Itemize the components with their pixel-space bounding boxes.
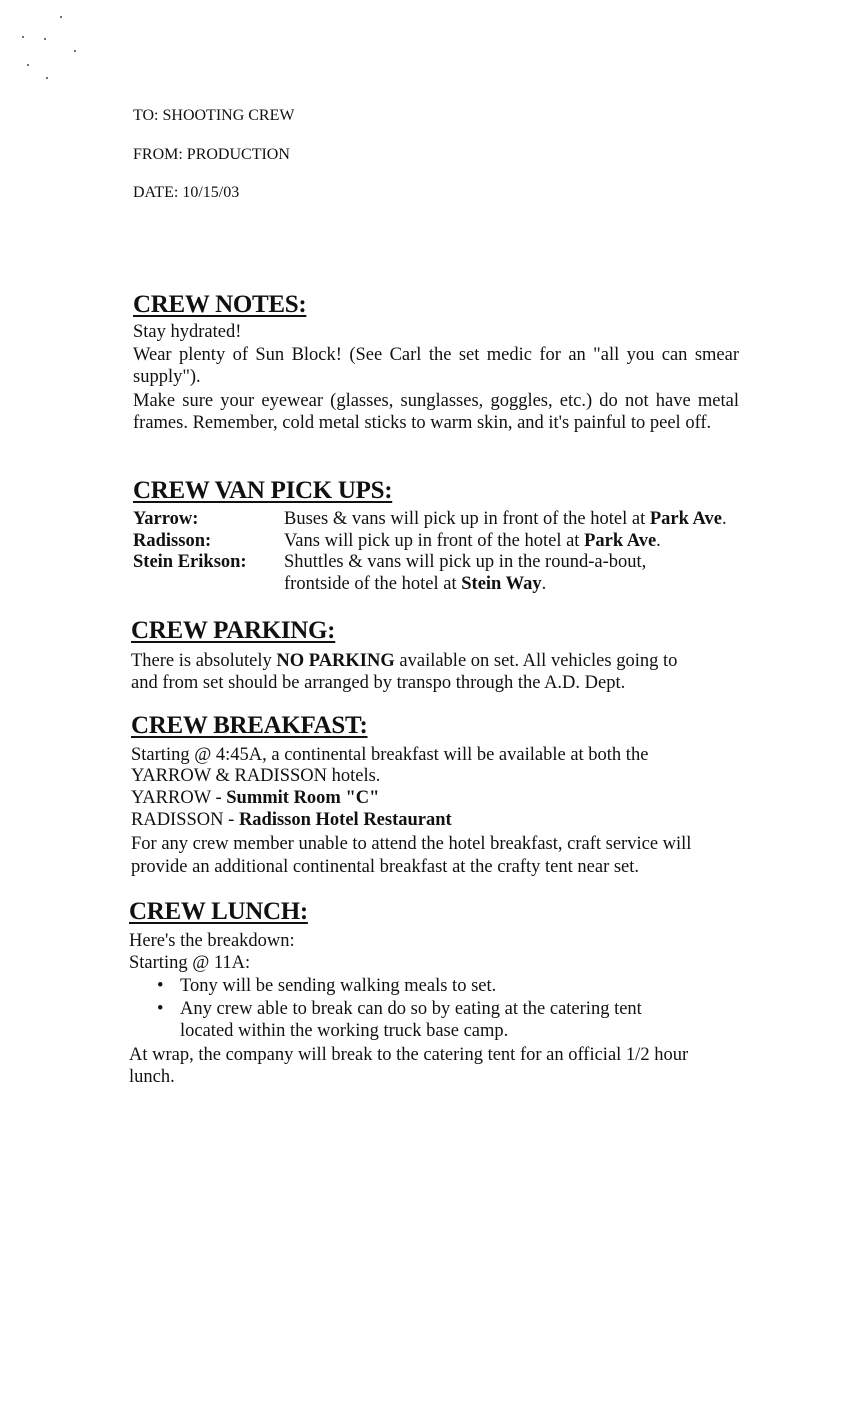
- scan-speck: [60, 16, 62, 18]
- van-pickup-detail: Shuttles & vans will pick up in the round-a-bout,: [284, 552, 647, 572]
- section-heading-breakfast: CREW BREAKFAST:: [131, 712, 368, 739]
- memo-date: DATE: 10/15/03: [133, 184, 240, 201]
- breakfast-location-radisson: RADISSON - Radisson Hotel Restaurant: [131, 810, 452, 830]
- section-heading-parking: CREW PARKING:: [131, 617, 336, 644]
- crew-notes-line: Wear plenty of Sun Block! (See Carl the set medic for an "all you can smear supply").: [133, 345, 739, 387]
- lunch-line: At wrap, the company will break to the catering tent for an official 1/2 hour: [129, 1045, 689, 1065]
- van-pickup-hotel: Radisson:: [133, 531, 212, 551]
- crew-notes-line: Stay hydrated!: [133, 322, 242, 342]
- scan-speck: [74, 50, 76, 52]
- scan-speck: [46, 77, 48, 79]
- scan-speck: [44, 38, 46, 40]
- memo-to: TO: SHOOTING CREW: [133, 107, 295, 124]
- van-pickup-detail-cont: frontside of the hotel at Stein Way.: [284, 574, 547, 594]
- breakfast-line: Starting @ 4:45A, a continental breakfast will be available at both the: [131, 745, 649, 765]
- bullet-icon: •: [157, 976, 164, 996]
- lunch-line: lunch.: [129, 1067, 175, 1087]
- scan-speck: [27, 64, 29, 66]
- crew-notes-line: Make sure your eyewear (glasses, sunglasses, goggles, etc.) do not have metal frames. Remember, cold metal sticks to warm skin, and it's painful to peel off.: [133, 391, 739, 433]
- parking-line: There is absolutely NO PARKING available on set. All vehicles going to: [131, 651, 678, 671]
- breakfast-line: YARROW & RADISSON hotels.: [131, 766, 381, 786]
- memo-from: FROM: PRODUCTION: [133, 146, 290, 163]
- van-pickup-detail: Vans will pick up in front of the hotel at Park Ave.: [284, 531, 661, 551]
- breakfast-line: provide an additional continental breakfast at the crafty tent near set.: [131, 857, 640, 877]
- lunch-line: Starting @ 11A:: [129, 953, 251, 973]
- section-heading-lunch: CREW LUNCH:: [129, 898, 308, 925]
- parking-line: and from set should be arranged by transpo through the A.D. Dept.: [131, 673, 626, 693]
- section-heading-van-pickups: CREW VAN PICK UPS:: [133, 477, 393, 504]
- lunch-line: Here's the breakdown:: [129, 931, 295, 951]
- van-pickup-detail: Buses & vans will pick up in front of the hotel at Park Ave.: [284, 509, 727, 529]
- section-heading-crew-notes: CREW NOTES:: [133, 291, 307, 318]
- van-pickup-hotel: Yarrow:: [133, 509, 199, 529]
- scan-speck: [22, 36, 24, 38]
- breakfast-line: For any crew member unable to attend the hotel breakfast, craft service will: [131, 834, 692, 854]
- van-pickup-hotel: Stein Erikson:: [133, 552, 247, 572]
- bullet-icon: •: [157, 999, 164, 1019]
- breakfast-location-yarrow: YARROW - Summit Room "C": [131, 788, 380, 808]
